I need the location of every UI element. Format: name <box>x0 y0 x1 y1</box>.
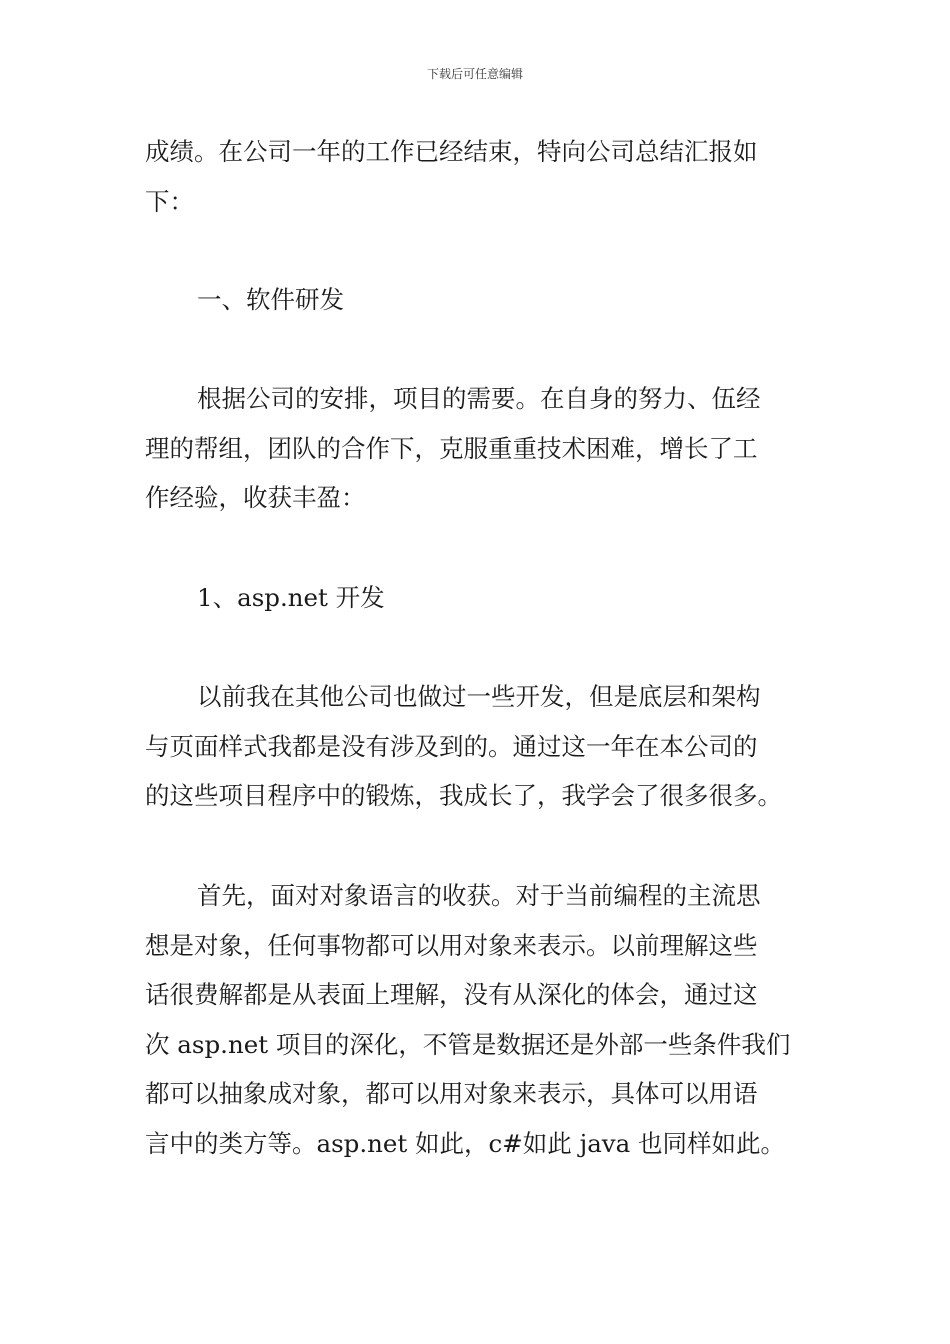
text-line: 根据公司的安排，项目的需要。在自身的努力、伍经 <box>197 384 761 413</box>
text-line: 首先，面对对象语言的收获。对于当前编程的主流思 <box>197 881 761 910</box>
section-heading-software <box>145 275 807 325</box>
text-line: 1、asp.net 开发 <box>197 583 385 612</box>
paragraph-oop <box>145 871 807 1168</box>
text-line: 以前我在其他公司也做过一些开发，但是底层和架构 <box>197 682 761 711</box>
text-line: 理的帮组，团队的合作下，克服重重技术困难，增长了工 <box>145 433 758 463</box>
text-line: 次 asp.net 项目的深化，不管是数据还是外部一些条件我们 <box>145 1029 791 1059</box>
text-line: 与页面样式我都是没有涉及到的。通过这一年在本公司的 <box>145 731 758 761</box>
paragraph-project <box>145 374 807 523</box>
text-line: 的这些项目程序中的锻炼，我成长了，我学会了很多很多。 <box>145 781 782 810</box>
paragraph-intro <box>145 127 807 226</box>
text-line: 一、软件研发 <box>197 285 344 314</box>
text-line: 话很费解都是从表面上理解，没有从深化的体会，通过这 <box>145 980 758 1009</box>
page-header: 下载后可任意编辑 <box>426 67 523 81</box>
text-line: 想是对象，任何事物都可以用对象来表示。以前理解这些 <box>145 930 758 960</box>
text-line: 都可以抽象成对象，都可以用对象来表示，具体可以用语 <box>145 1079 758 1108</box>
text-line: 下： <box>145 186 194 216</box>
subheading-aspnet <box>145 573 807 623</box>
paragraph-experience <box>145 672 807 821</box>
text-line: 言中的类方等。asp.net 如此，c#如此 java 也同样如此。 <box>145 1128 786 1158</box>
text-line: 成绩。在公司一年的工作已经结束，特向公司总结汇报如 <box>145 137 758 166</box>
text-line: 作经验，收获丰盈： <box>145 483 366 512</box>
